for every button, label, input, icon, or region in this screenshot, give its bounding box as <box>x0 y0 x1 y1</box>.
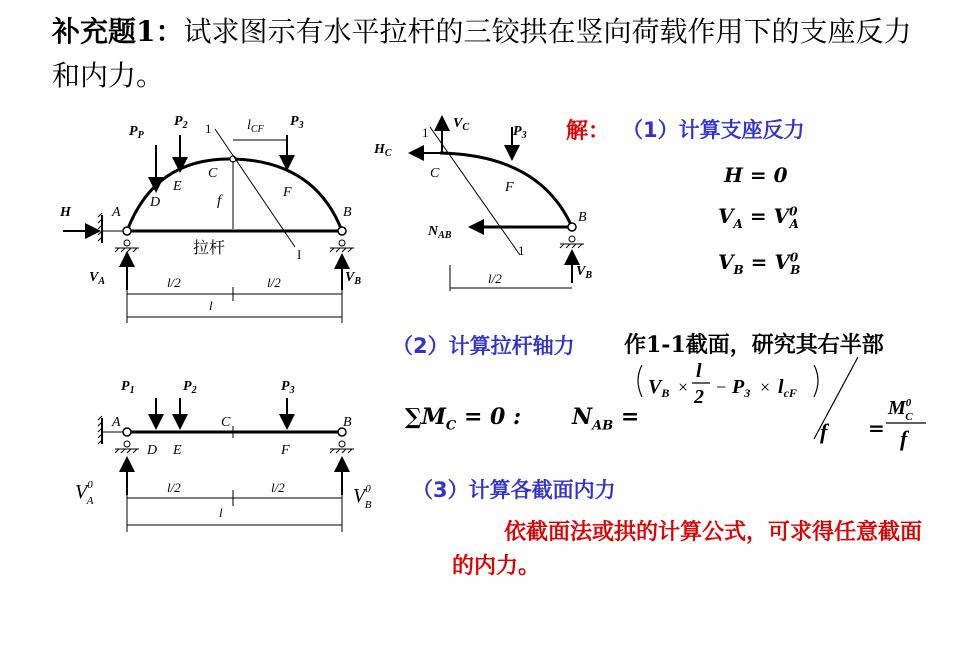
arch-diagram <box>55 105 365 335</box>
eq-h-zero: H = 0 <box>724 163 788 187</box>
fb-point-f: F <box>505 180 514 195</box>
nab-label: $N_{AB}$ <box>428 224 452 241</box>
num-minus: − <box>716 377 727 397</box>
lcf-label: $l_{CF}$ <box>247 118 264 135</box>
section-mark-bottom: I <box>297 247 302 262</box>
rise-f-label: f <box>217 193 222 209</box>
vc-label: $V_C$ <box>453 116 470 133</box>
tie-label: 拉杆 <box>193 240 226 257</box>
step3-heading: （3）计算各截面内力 <box>412 478 616 502</box>
num-l: l <box>696 360 702 382</box>
fb-p3-label: $P_3$ <box>513 124 527 141</box>
res-num: $M^0$ C <box>888 397 913 423</box>
load-p3-label: $P_3$ <box>290 114 304 131</box>
num-two: 2 <box>694 386 704 408</box>
support-a-label: A <box>112 205 121 220</box>
problem-title <box>52 10 932 98</box>
point-c-label: C <box>208 166 218 181</box>
step1-heading: （1）计算支座反力 <box>622 118 805 142</box>
point-f-label: F <box>283 185 292 200</box>
point-d-label: D <box>150 195 161 210</box>
problem-title-prefix: 补充题1： <box>52 15 184 48</box>
beam-a-label: A <box>112 415 121 430</box>
beam-va0-label: $V^0$ A <box>75 479 94 507</box>
conclusion-text: 依截面法或拱的计算公式，可求得任意截面的内力。 <box>452 520 923 579</box>
nab-fraction <box>632 355 862 455</box>
result-fraction <box>884 386 934 456</box>
section-mark-top: 1 <box>205 121 212 136</box>
res-den: f <box>900 426 908 451</box>
simple-beam-diagram <box>55 370 385 540</box>
load-p2-label: $P_2$ <box>174 114 188 131</box>
point-e-label: E <box>173 179 182 194</box>
eq-vb: $V_B = V^0_B$ <box>718 250 801 277</box>
fb-section-mark-top: 1 <box>422 125 429 140</box>
nab-equals: $N_{AB}$ = <box>572 404 640 434</box>
eq-va: $V_A = V^0_A$ <box>718 204 799 231</box>
equals-sign: = <box>868 416 885 440</box>
beam-p3-label: $P_3$ <box>281 379 295 396</box>
fb-support-b: B <box>578 210 587 225</box>
solution-label: 解： <box>566 119 611 144</box>
load-pp-label: $P_P$ <box>129 124 144 141</box>
step2-heading: （2）计算拉杆轴力 <box>392 334 575 358</box>
beam-half-left: l/2 <box>167 480 181 495</box>
num-times2: × <box>760 377 771 397</box>
beam-c-label: C <box>221 415 231 430</box>
step2-note: 作1-1截面，研究其右半部 <box>624 332 884 358</box>
beam-d-label: D <box>147 443 158 458</box>
beam-vb0-label: $V^0$ B <box>353 483 372 511</box>
beam-f-label: F <box>281 443 290 458</box>
va-label: $V_A$ <box>89 270 106 287</box>
moment-equation: $\sum M_C = 0$ : <box>405 404 522 434</box>
num-lcf: $l_{cF}$ <box>778 376 797 400</box>
num-p3: $P_3$ <box>732 376 751 400</box>
beam-e-label: E <box>173 443 182 458</box>
den-f: f <box>820 419 828 444</box>
half-span-right: l/2 <box>267 275 281 290</box>
fb-vb-label: $V_B$ <box>576 264 593 281</box>
beam-span-label: l <box>219 505 223 520</box>
fb-point-c: C <box>430 166 440 181</box>
num-times: × <box>678 377 689 397</box>
h-force-label: H <box>60 205 71 220</box>
beam-p1-label: $P_1$ <box>121 379 135 396</box>
support-b-label: B <box>343 205 352 220</box>
span-label: l <box>209 298 213 313</box>
beam-p2-label: $P_2$ <box>183 379 197 396</box>
problem-title-text: 试求图示有水平拉杆的三铰拱在竖向荷载作用下的支座反力和内力。 <box>52 15 912 92</box>
fb-section-mark-bottom: 1 <box>518 243 525 258</box>
num-vb: $V_B$ <box>648 376 670 400</box>
vb-label: $V_B$ <box>345 270 362 287</box>
beam-half-right: l/2 <box>271 480 285 495</box>
beam-b-label: B <box>343 415 352 430</box>
half-span-left: l/2 <box>167 275 181 290</box>
fb-half-span: l/2 <box>488 271 502 286</box>
hc-label: $H_C$ <box>374 142 392 159</box>
